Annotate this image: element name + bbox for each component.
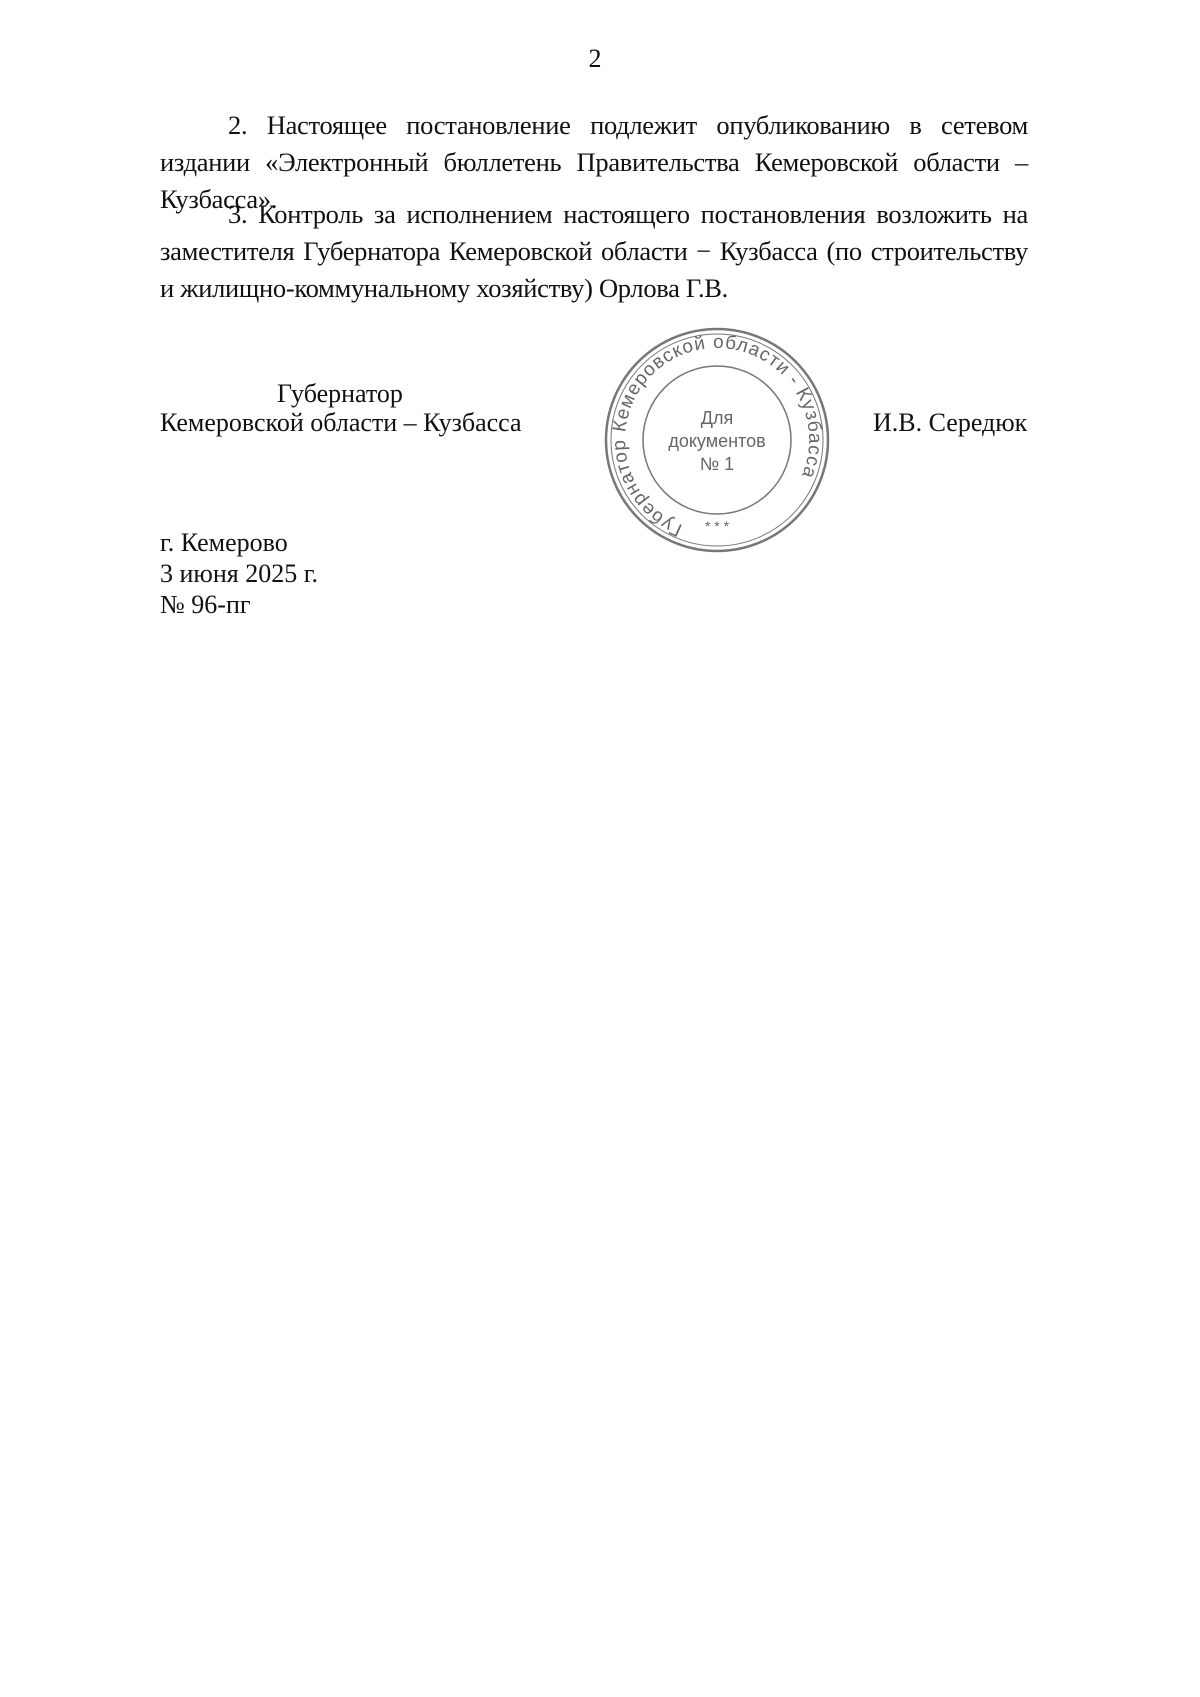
official-stamp [597, 327, 837, 557]
paragraph-3 [160, 196, 1028, 307]
stamp-ring-text: Губернатор Кемеровской области - Кузбасса [608, 331, 826, 541]
signature-title-line1: Губернатор [277, 379, 403, 408]
stamp-center-line3: № 1 [699, 454, 735, 474]
stamp-center-line2: документов [668, 431, 766, 451]
stamp-stars: * * * [704, 518, 730, 534]
footer-date: 3 июня 2025 г. [160, 559, 318, 588]
footer-number: № 96-пг [160, 590, 251, 619]
footer-city: г. Кемерово [160, 528, 288, 557]
page-number: 2 [588, 44, 602, 73]
stamp-center-line1: Для [700, 408, 734, 428]
paragraph-3-text: 3. Контроль за исполнением настоящего постановления возложить на заместителя Губернатора Кемеровской области − Кузбасса (по строительству и жилищно-коммунальному хозяйству) Орлова Г.В. [160, 199, 1028, 303]
signature-title-line2: Кемеровской области – Кузбасса [160, 408, 522, 437]
signature-name: И.В. Середюк [873, 408, 1028, 437]
paragraph-2-text: 2. Настоящее постановление подлежит опубликованию в сетевом издании «Электронный бюллетень Правительства Кемеровской области – Кузбасса». [160, 110, 1028, 214]
